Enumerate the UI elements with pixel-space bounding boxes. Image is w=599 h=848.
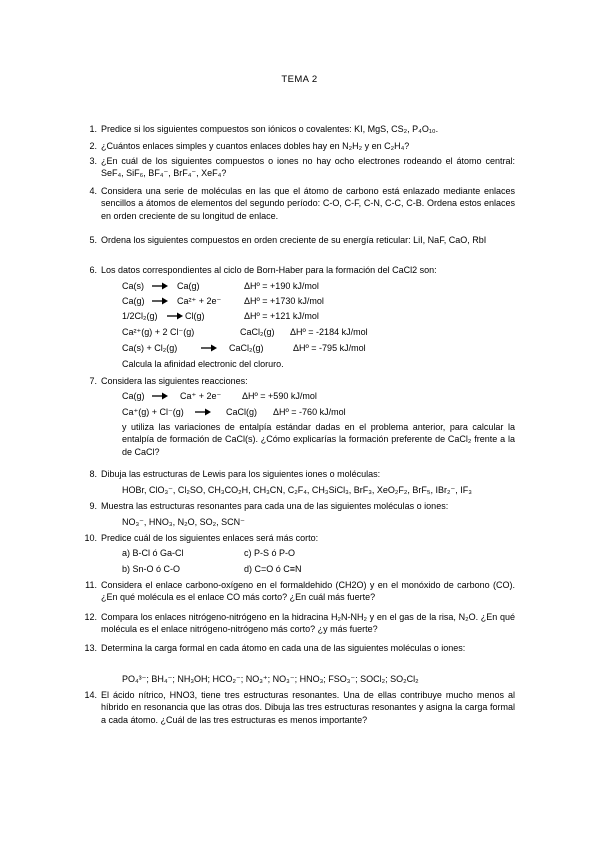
reaction-reactant: Ca⁺(g) + Cl⁻(g) [122, 407, 184, 417]
question-number: 6. [89, 265, 97, 275]
question-number: 10. [84, 533, 97, 543]
question-1 [89, 123, 515, 135]
reaction-product: Ca²⁺ + 2e⁻ [177, 296, 222, 306]
question-text: Considera el enlace carbono-oxígeno en el formaldehido (CH2O) y en el monóxido de carbono (CO). ¿En qué molécula es el enlace CO más corto? ¿En cuál más fuerte? [101, 580, 515, 603]
question-number: 4. [89, 186, 97, 196]
question-number: 11. [85, 580, 97, 590]
question-text: Dibuja las estructuras de Lewis para los siguientes iones o moléculas: [101, 469, 381, 479]
question-11 [85, 579, 515, 604]
reaction-product: CaCl₂(g) [229, 343, 264, 353]
question-text: ¿Cuántos enlaces simples y cuantos enlaces dobles hay en N₂H₂ y en C₂H₄? [101, 141, 410, 151]
question-number: 14. [84, 690, 97, 700]
question-text: Compara los enlaces nitrógeno-nitrógeno en la hidracina H₂N-NH₂ y en el gas de la risa, N₂O. ¿En qué molécula es el enlace nitrógeno-nitrógeno más corto? ¿y más fuerte? [101, 612, 515, 635]
question-text: Predice cuál de los siguientes enlaces será más corto: [101, 533, 319, 543]
reaction-reactant: Ca(s) [122, 281, 144, 291]
question-13 [84, 642, 515, 654]
question-text: El ácido nítrico, HNO3, tiene tres estructuras resonantes. Una de ellas contribuye mucho menos al híbrido en resonancia que las otras dos. Dibuja las tres estructuras resonantes y asigna la carga formal a cada átomo. ¿Cuál de las tres estructuras es menos importante? [101, 690, 515, 725]
question-3 [89, 155, 515, 180]
formula-list: HOBr, ClO₃⁻, Cl₂SO, CH₃CO₂H, CH₃CN, C₂F₄, CH₃SiCl₃, BrF₃, XeO₂F₂, BrF₅, IBr₂⁻, IF₃ [122, 485, 472, 495]
question-4 [89, 185, 515, 222]
question-footer: Calcula la afinidad electronic del cloruro. [122, 359, 284, 369]
reaction-product: CaCl(g) [226, 407, 258, 417]
question-number: 2. [89, 141, 97, 151]
question-text: ¿En cuál de los siguientes compuestos o iones no hay ocho electrones rodeando el átomo central: SeF₄, SiF₆, BF₄⁻, BrF₄⁻, XeF₄? [101, 156, 515, 179]
reaction-enthalpy: ΔHº = -760 kJ/mol [273, 407, 346, 417]
reaction-arrow-icon [152, 282, 168, 290]
question-9 [89, 500, 515, 512]
question-2 [89, 140, 515, 152]
question-number: 1. [89, 124, 97, 134]
reaction-arrow-icon [152, 297, 168, 305]
question-10 [84, 532, 515, 544]
question-7 [89, 375, 515, 387]
reaction-enthalpy: ΔHº = +590 kJ/mol [242, 391, 317, 401]
reaction-enthalpy: ΔHº = -2184 kJ/mol [290, 327, 368, 337]
question-number: 9. [89, 501, 97, 511]
reaction-arrow-icon [195, 408, 211, 416]
question-text: Considera una serie de moléculas en las que el átomo de carbono está enlazado mediante enlaces sencillos a átomos de elementos del segundo período: C-O, C-F, C-N, C-C, C-B. Ordena estos enlaces en orden creciente de su longitud de enlace. [101, 186, 515, 221]
reaction-arrow-icon [201, 344, 217, 352]
question-number: 8. [89, 469, 97, 479]
formula-list: NO₃⁻, HNO₃, N₂O, SO₂, SCN⁻ [122, 517, 245, 527]
question-14 [84, 689, 515, 726]
reaction-product: CaCl₂(g) [240, 327, 275, 337]
reaction-enthalpy: ΔHº = +121 kJ/mol [244, 311, 319, 321]
reaction-reactant: Ca(g) [122, 296, 145, 306]
option-d: d) C=O ó C≡N [244, 564, 302, 574]
question-text: Considera las siguientes reacciones: [101, 376, 248, 386]
option-a: a) B-Cl ó Ga-Cl [122, 548, 184, 558]
reaction-reactant: 1/2Cl₂(g) [122, 311, 158, 321]
question-number: 12. [84, 612, 97, 622]
question-text: y utiliza las variaciones de entalpía estándar dadas en el problema anterior, para calcular la entalpía de formación de CaCl(s). ¿Cómo explicarías la formación preferente de CaCl₂ frente a la de CaCl? [122, 422, 515, 457]
reaction-product: Ca(g) [177, 281, 200, 291]
question-number: 3. [89, 156, 97, 166]
reaction-enthalpy: ΔHº = -795 kJ/mol [293, 343, 366, 353]
question-12 [84, 611, 515, 636]
reaction-reactant: Ca²⁺(g) + 2 Cl⁻(g) [122, 327, 195, 337]
reaction-arrow-icon [152, 392, 168, 400]
question-text: Predice si los siguientes compuestos son iónicos o covalentes: KI, MgS, CS₂, P₄O₁₀. [101, 124, 439, 134]
question-text: Los datos correspondientes al ciclo de Born-Haber para la formación del CaCl2 son: [101, 265, 437, 275]
question-number: 5. [89, 235, 97, 245]
question-5 [89, 234, 515, 246]
question-number: 13. [84, 643, 97, 653]
question-text: Ordena los siguientes compuestos en orden creciente de su energía reticular: LiI, NaF, CaO, RbI [101, 235, 487, 245]
option-b: b) Sn-O ó C-O [122, 564, 181, 574]
reaction-arrow-icon [167, 312, 183, 320]
reaction-enthalpy: ΔHº = +190 kJ/mol [244, 281, 319, 291]
reaction-enthalpy: ΔHº = +1730 kJ/mol [244, 296, 324, 306]
option-c: c) P-S ó P-O [244, 548, 296, 558]
question-text: Determina la carga formal en cada átomo en cada una de las siguientes moléculas o iones: [101, 643, 466, 653]
question-text: Muestra las estructuras resonantes para cada una de las siguientes moléculas o iones: [101, 501, 449, 511]
formula-list: PO₄³⁻; BH₄⁻; NH₃OH; HCO₂⁻; NO₃⁺; NO₃⁻; HNO₃; FSO₃⁻; SOCl₂; SO₂Cl₂ [122, 674, 419, 684]
question-8 [89, 468, 515, 480]
question-number: 7. [89, 376, 97, 386]
reaction-reactant: Ca(g) [122, 391, 145, 401]
question-6 [89, 264, 515, 276]
question-7-followup [122, 421, 515, 458]
reaction-product: Ca⁺ + 2e⁻ [180, 391, 222, 401]
page-title: TEMA 2 [281, 74, 318, 85]
reaction-product: Cl(g) [185, 311, 205, 321]
reaction-reactant: Ca(s) + Cl₂(g) [122, 343, 178, 353]
